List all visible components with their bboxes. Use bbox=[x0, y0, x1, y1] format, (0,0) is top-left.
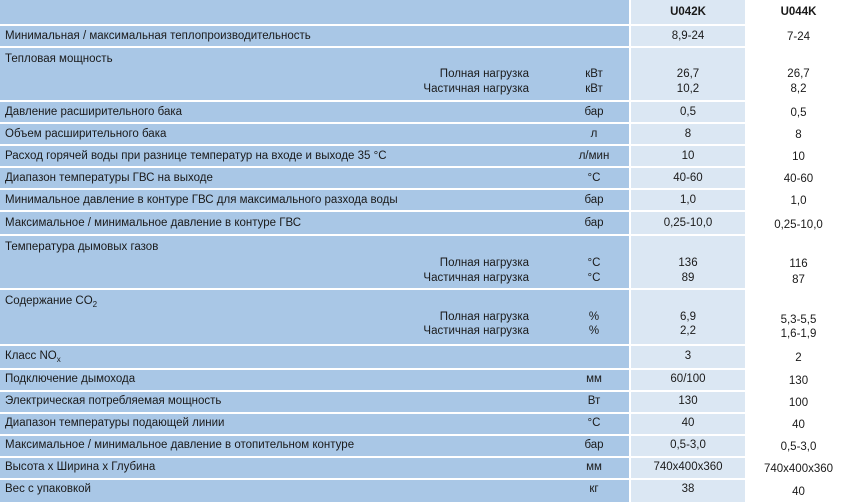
value-cell-b bbox=[747, 48, 850, 100]
value-cell-b bbox=[747, 392, 850, 412]
value-a: 136 bbox=[678, 257, 698, 269]
row-unit: % bbox=[588, 311, 600, 323]
value-cell-b bbox=[747, 370, 850, 390]
value-a: 3 bbox=[684, 350, 692, 362]
table-row bbox=[0, 48, 850, 100]
row-label: Тепловая мощность bbox=[5, 53, 113, 65]
value-b: 1,0 bbox=[790, 195, 807, 207]
row-label: Максимальное / минимальное давление в отопительном контуре bbox=[5, 439, 355, 451]
table-row bbox=[0, 26, 850, 46]
value-b: 7-24 bbox=[786, 31, 811, 43]
label-cell bbox=[0, 370, 629, 390]
row-unit: бар bbox=[584, 194, 604, 206]
value-cell-a bbox=[631, 146, 745, 166]
value-cell-b bbox=[747, 458, 850, 478]
table-row bbox=[0, 414, 850, 434]
subscript: x bbox=[56, 355, 61, 364]
row-unit: кВт bbox=[585, 83, 603, 95]
value-cell-b bbox=[747, 102, 850, 122]
row-label: Диапазон температуры ГВС на выходе bbox=[5, 172, 213, 184]
value-cell-b bbox=[747, 290, 850, 344]
row-label: Электрическая потребляемая мощность bbox=[5, 395, 222, 407]
value-a: 1,0 bbox=[680, 194, 696, 206]
value-b: 40 bbox=[792, 419, 805, 431]
row-label: Расход горячей воды при разнице температур на входе и выходе 35 °C bbox=[5, 150, 387, 162]
row-unit: бар bbox=[584, 217, 604, 229]
row-label: Содержание $CO_2$ bbox=[5, 295, 98, 309]
table-row bbox=[0, 480, 850, 502]
header-cell-b bbox=[747, 0, 850, 24]
row-label: Диапазон температуры подающей линии bbox=[5, 417, 225, 429]
row-sublabel: Полная нагрузка bbox=[439, 68, 529, 80]
value-a: 8 bbox=[684, 128, 692, 140]
value-a: 0,25-10,0 bbox=[663, 217, 713, 229]
table-row bbox=[0, 146, 850, 166]
row-sublabel: Частичная нагрузка bbox=[423, 272, 529, 284]
value-cell-b bbox=[747, 212, 850, 234]
label-cell bbox=[0, 124, 629, 144]
value-b: 0,5-3,0 bbox=[780, 441, 817, 453]
value-cell-a bbox=[631, 458, 745, 478]
table-row bbox=[0, 458, 850, 478]
table-row bbox=[0, 168, 850, 188]
model-b-heading: U044K bbox=[780, 6, 817, 18]
value-cell-a bbox=[631, 48, 745, 100]
value-cell-a bbox=[631, 480, 745, 502]
label-cell bbox=[0, 212, 629, 234]
value-b: 1,6-1,9 bbox=[780, 328, 817, 340]
value-cell-a bbox=[631, 414, 745, 434]
value-b: 40-60 bbox=[783, 173, 814, 185]
value-cell-b bbox=[747, 190, 850, 210]
header-blank-cell bbox=[0, 0, 629, 24]
label-cell bbox=[0, 458, 629, 478]
table-row bbox=[0, 236, 850, 288]
value-cell-a bbox=[631, 168, 745, 188]
table-row bbox=[0, 102, 850, 122]
table-row bbox=[0, 190, 850, 210]
value-a: 0,5-3,0 bbox=[670, 439, 706, 451]
value-b: 10 bbox=[792, 151, 805, 163]
value-cell-a bbox=[631, 212, 745, 234]
value-cell-b bbox=[747, 236, 850, 288]
value-b: 8,2 bbox=[790, 83, 807, 95]
value-b: 87 bbox=[792, 274, 805, 286]
label-cell bbox=[0, 436, 629, 456]
value-a: 130 bbox=[678, 395, 698, 407]
value-a: 0,5 bbox=[680, 106, 696, 118]
row-sublabel: Полная нагрузка bbox=[439, 311, 529, 323]
label-cell bbox=[0, 392, 629, 412]
label-cell bbox=[0, 190, 629, 210]
row-label: Вес с упаковкой bbox=[5, 483, 91, 495]
row-unit: Вт bbox=[587, 395, 601, 407]
table-row bbox=[0, 212, 850, 234]
value-a: 740x400x360 bbox=[653, 461, 723, 473]
label-cell bbox=[0, 480, 629, 502]
table-row bbox=[0, 436, 850, 456]
value-a: 10,2 bbox=[676, 83, 700, 95]
value-cell-b bbox=[747, 168, 850, 188]
value-b: 5,3-5,5 bbox=[780, 314, 817, 326]
label-cell bbox=[0, 346, 629, 368]
value-cell-b bbox=[747, 146, 850, 166]
row-unit: мм bbox=[586, 461, 602, 473]
label-cell bbox=[0, 146, 629, 166]
value-b: 0,25-10,0 bbox=[774, 219, 823, 231]
value-b: 0,5 bbox=[790, 107, 807, 119]
value-b: 100 bbox=[788, 397, 809, 409]
value-cell-a bbox=[631, 392, 745, 412]
table-row bbox=[0, 290, 850, 344]
value-b: 40 bbox=[792, 486, 805, 498]
row-label: Высота х Ширина х Глубина bbox=[5, 461, 156, 473]
value-b: 116 bbox=[789, 258, 808, 270]
value-a: 89 bbox=[681, 272, 695, 284]
row-sublabel: Полная нагрузка bbox=[439, 257, 529, 269]
row-unit: °C bbox=[587, 257, 601, 269]
label-cell bbox=[0, 414, 629, 434]
value-a: 40-60 bbox=[673, 172, 703, 184]
row-unit: °C bbox=[587, 172, 601, 184]
row-label: Давление расширительного бака bbox=[5, 106, 183, 118]
value-b: 8 bbox=[795, 129, 802, 141]
value-cell-b bbox=[747, 346, 850, 368]
row-unit: % bbox=[588, 325, 600, 337]
value-b: 2 bbox=[795, 352, 802, 364]
table-row bbox=[0, 392, 850, 412]
table-row bbox=[0, 346, 850, 368]
value-cell-a bbox=[631, 102, 745, 122]
value-a: 26,7 bbox=[676, 68, 700, 80]
value-cell-a bbox=[631, 236, 745, 288]
row-unit: мм bbox=[586, 373, 602, 385]
value-a: 6,9 bbox=[680, 311, 696, 323]
row-unit: °C bbox=[587, 417, 601, 429]
value-cell-a bbox=[631, 436, 745, 456]
label-cell bbox=[0, 48, 629, 100]
row-sublabel: Частичная нагрузка bbox=[423, 83, 529, 95]
value-cell-b bbox=[747, 436, 850, 456]
model-a-heading: U042K bbox=[670, 6, 706, 18]
value-a: 40 bbox=[681, 417, 695, 429]
value-cell-a bbox=[631, 124, 745, 144]
row-label: Температура дымовых газов bbox=[5, 241, 159, 253]
label-cell bbox=[0, 168, 629, 188]
value-cell-a bbox=[631, 346, 745, 368]
value-b: 740x400x360 bbox=[763, 463, 834, 475]
subscript: 2 bbox=[92, 300, 98, 309]
value-cell-a bbox=[631, 370, 745, 390]
row-unit: л/мин bbox=[578, 150, 610, 162]
row-unit: бар bbox=[584, 439, 604, 451]
value-cell-b bbox=[747, 124, 850, 144]
row-label: Максимальное / минимальное давление в контуре ГВС bbox=[5, 217, 302, 229]
value-a: 60/100 bbox=[670, 373, 706, 385]
row-unit: кВт bbox=[585, 68, 603, 80]
label-cell bbox=[0, 26, 629, 46]
value-b: 26,7 bbox=[787, 68, 810, 80]
value-cell-a bbox=[631, 26, 745, 46]
row-unit: кг bbox=[589, 483, 599, 495]
value-a: 10 bbox=[681, 150, 695, 162]
row-unit: °C bbox=[587, 272, 601, 284]
header-cell-a bbox=[631, 0, 745, 24]
value-a: 8,9-24 bbox=[671, 30, 705, 42]
label-cell bbox=[0, 290, 629, 344]
row-unit: л bbox=[590, 128, 598, 140]
value-cell-a bbox=[631, 290, 745, 344]
value-a: 2,2 bbox=[680, 325, 696, 337]
value-cell-b bbox=[747, 480, 850, 502]
value-cell-b bbox=[747, 414, 850, 434]
label-cell bbox=[0, 236, 629, 288]
value-b: 130 bbox=[788, 375, 809, 387]
row-label: Минимальное давление в контуре ГВС для максимального разхода воды bbox=[5, 194, 398, 206]
value-a: 38 bbox=[681, 483, 695, 495]
value-cell-a bbox=[631, 190, 745, 210]
row-label: Подключение дымохода bbox=[5, 373, 136, 385]
row-label: Класс $NO_x$ bbox=[5, 350, 61, 364]
table-row bbox=[0, 370, 850, 390]
table-row bbox=[0, 124, 850, 144]
row-unit: бар bbox=[584, 106, 604, 118]
header-row bbox=[0, 0, 850, 24]
label-cell bbox=[0, 102, 629, 122]
value-cell-b bbox=[747, 26, 850, 46]
row-sublabel: Частичная нагрузка bbox=[423, 325, 529, 337]
row-label: Минимальная / максимальная теплопроизводительность bbox=[5, 30, 311, 42]
row-label: Объем расширительного бака bbox=[5, 128, 167, 140]
